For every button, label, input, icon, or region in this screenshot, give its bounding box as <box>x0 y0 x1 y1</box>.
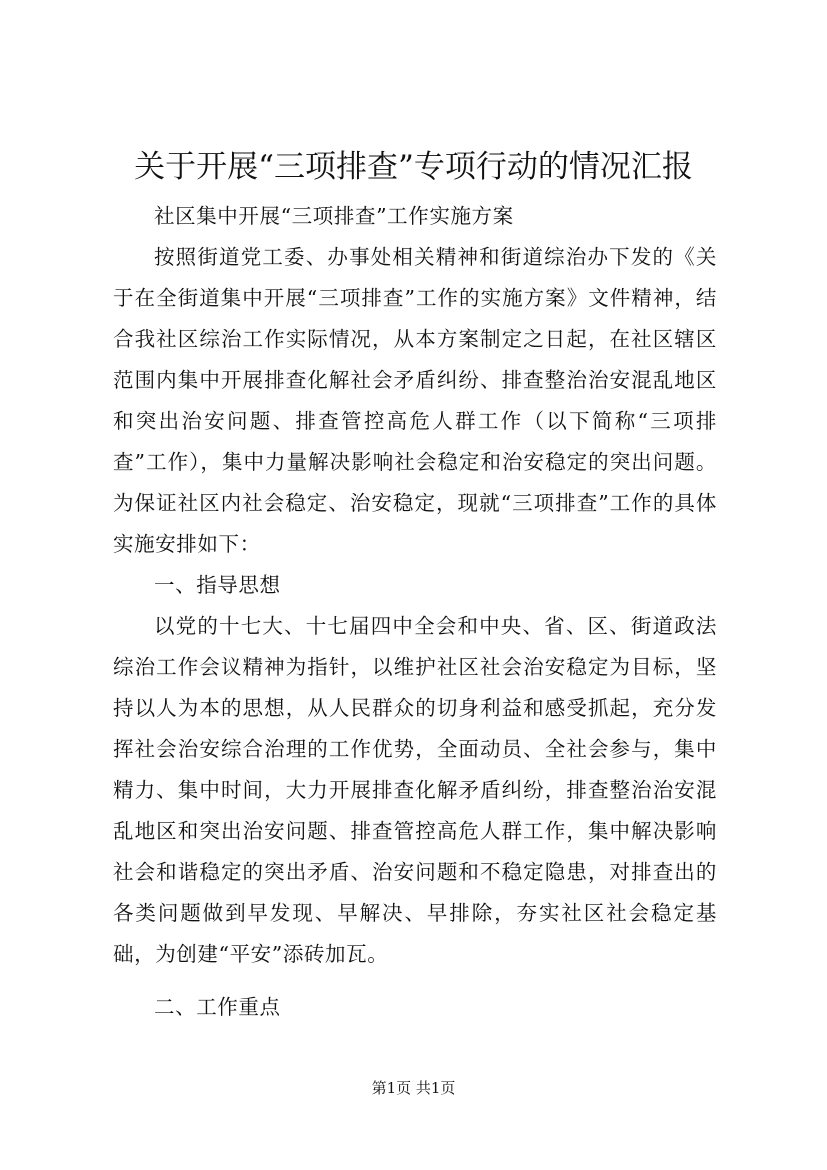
document-subtitle: 社区集中开展“三项排查”工作实施方案 <box>154 204 514 228</box>
paragraph-guiding-ideology: 以党的十七大、十七届四中全会和中央、省、区、街道政法综治工作会议精神为指针，以维护社区社会治安稳定为目标，坚持以人为本的思想，从人民群众的切身利益和感受抓起，充分发挥社会治安综合治理的工作优势，全面动员、全社会参与，集中精力、集中时间，大力开展排查化解矛盾纠纷，排查整治治安混乱地区和突出治安问题、排查管控高危人群工作，集中解决影响社会和谐稳定的突出矛盾、治安问题和不稳定隐患，对排查出的各类问题做到早发现、早解决、早排除，夯实社区社会稳定基础，为创建“平安”添砖加瓦。 <box>113 614 717 966</box>
document-body <box>113 196 717 1028</box>
paragraph-intro: 按照街道党工委、办事处相关精神和街道综治办下发的《关于在全街道集中开展“三项排查”工作的实施方案》文件精神，结合我社区综治工作实际情况，从本方案制定之日起，在社区辖区范围内集中开展排查化解社会矛盾纠纷、排查整治治安混乱地区和突出治安问题、排查管控高危人群工作（以下简称“三项排查”工作），集中力量解决影响社会稳定和治安稳定的突出问题。为保证社区内社会稳定、治安稳定，现就“三项排查”工作的具体实施安排如下： <box>113 245 717 556</box>
section-heading-work-focus: 二、工作重点 <box>154 995 281 1019</box>
document-title: 关于开展“三项排查”专项行动的情况汇报 <box>134 149 693 185</box>
section-spacer <box>113 975 717 987</box>
section-heading-guiding-ideology: 一、指导思想 <box>154 573 281 597</box>
page-number-footer: 第1页 共1页 <box>371 1079 456 1097</box>
